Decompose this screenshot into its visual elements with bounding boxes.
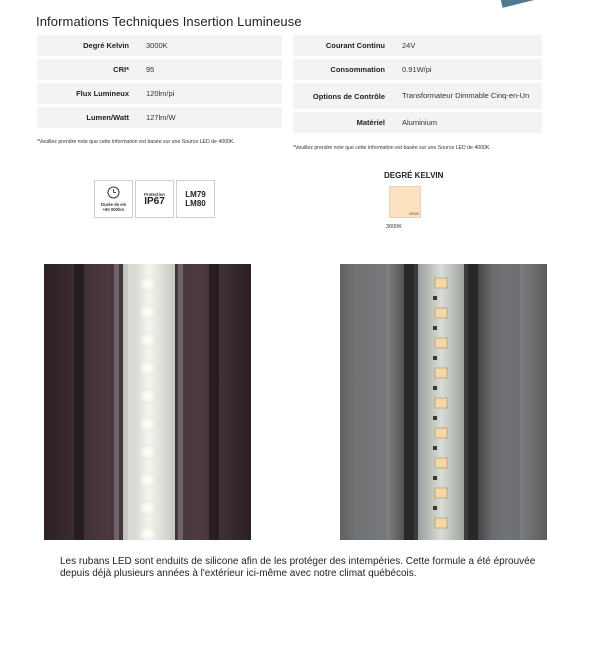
spec-value: Transformateur Dimmable Cinq-en-Un	[396, 83, 542, 109]
spec-row	[293, 59, 542, 80]
spec-label: Flux Lumineux	[37, 83, 140, 104]
spec-value: 127lm/W	[140, 107, 282, 128]
lifetime-label: Durée de vie	[101, 202, 126, 207]
corner-decoration	[498, 0, 535, 8]
kelvin-swatch	[389, 186, 421, 218]
kelvin-title: DEGRÉ KELVIN	[384, 171, 444, 180]
kelvin-value: 3000K	[386, 224, 402, 230]
clock-icon	[107, 186, 120, 199]
spec-value: 120lm/pi	[140, 83, 282, 104]
certification-badges	[94, 180, 215, 218]
spec-label: Lumen/Watt	[37, 107, 140, 128]
spec-value: Aluminium	[396, 112, 542, 133]
spec-table-right	[293, 32, 542, 136]
led-strip-photo-aluminium	[340, 264, 547, 540]
protection-label: Protection	[144, 191, 165, 197]
spec-label: Courant Continu	[293, 35, 396, 56]
page-title: Informations Techniques Insertion Lumineuse	[36, 14, 302, 29]
lifetime-value: +60 000hrs	[102, 207, 125, 212]
spec-value: 0.91W/pi	[396, 59, 542, 80]
standards-badge	[176, 180, 215, 218]
spec-value: 3000K	[140, 35, 282, 56]
spec-label: CRI*	[37, 59, 140, 80]
standard-lm79: LM79	[185, 190, 206, 199]
spec-value: 24V	[396, 35, 542, 56]
protection-badge	[135, 180, 174, 218]
footnote-right: *Veuillez prendre note que cette information est basée sur une Source LED de 4000K.	[293, 145, 491, 151]
spec-row	[37, 59, 282, 80]
spec-label: Options de Contrôle	[293, 83, 396, 109]
protection-value: IP67	[144, 195, 165, 207]
spec-row	[37, 35, 282, 56]
spec-row	[37, 107, 282, 128]
led-strip-photo-white	[44, 264, 251, 540]
spec-label: Matériel	[293, 112, 396, 133]
led-strip-image	[44, 264, 251, 540]
spec-label: Consommation	[293, 59, 396, 80]
spec-label: Degré Kelvin	[37, 35, 140, 56]
spec-row	[37, 83, 282, 104]
description-paragraph: Les rubans LED sont enduits de silicone afin de les protéger des intempéries. Cette formule a été éprouvée depuis déjà plusieurs années à l'extérieur ici-même avec notre climat québécois.	[60, 556, 536, 579]
spec-value: 95	[140, 59, 282, 80]
standard-lm80: LM80	[185, 199, 206, 208]
spec-row	[293, 35, 542, 56]
spec-row	[293, 83, 542, 109]
lifetime-badge	[94, 180, 133, 218]
spec-row	[293, 112, 542, 133]
spec-table-left	[37, 32, 282, 131]
footnote-left: *Veuillez prendre note que cette information est basée sur une Source LED de 4000K.	[37, 139, 235, 145]
swatch-label: 3000K	[408, 212, 419, 216]
aluminium-channel-image	[340, 264, 547, 540]
